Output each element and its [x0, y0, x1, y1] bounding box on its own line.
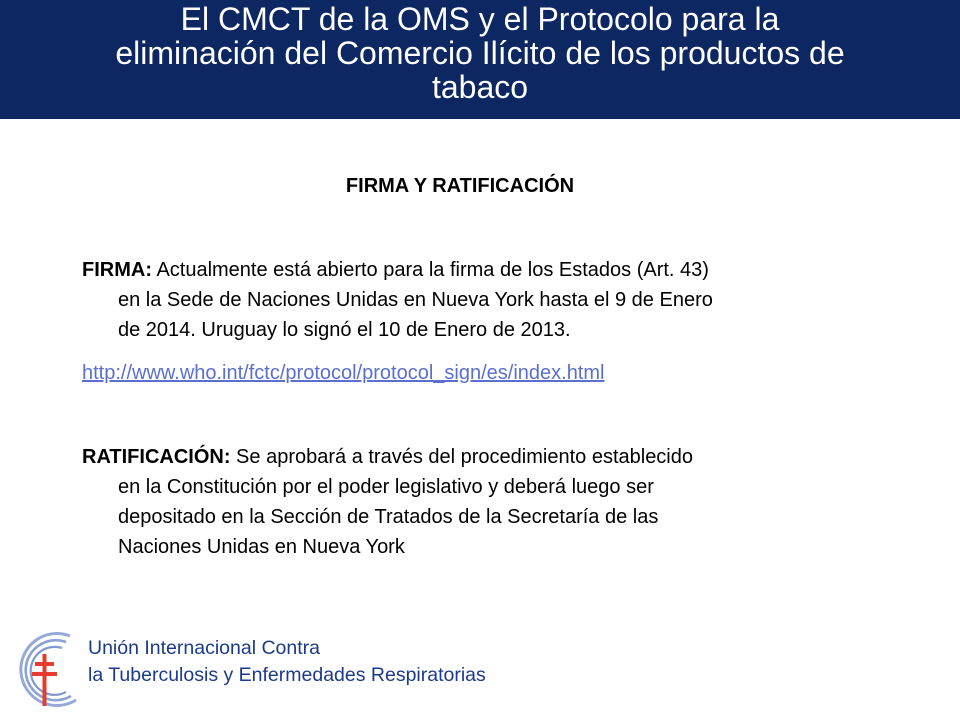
ratificacion-line-2: en la Constitución por el poder legislativo y deberá luego ser — [118, 476, 654, 498]
double-barred-cross-icon — [8, 630, 84, 712]
union-logo — [8, 630, 488, 712]
title-banner — [0, 0, 960, 119]
section-heading: FIRMA Y RATIFICACIÓN — [345, 175, 575, 197]
logo-line-2: la Tuberculosis y Enfermedades Respiratorias — [88, 664, 486, 686]
firma-line-2: en la Sede de Naciones Unidas en Nueva York hasta el 9 de Enero — [118, 289, 713, 311]
logo-line-1: Unión Internacional Contra — [88, 637, 320, 659]
ratificacion-label: RATIFICACIÓN: — [82, 446, 231, 468]
slide-title-line-3: tabaco — [431, 69, 529, 105]
who-protocol-link[interactable]: http://www.who.int/fctc/protocol/protocol_sign/es/index.html — [82, 362, 605, 384]
ratificacion-paragraph — [82, 442, 902, 562]
ratificacion-line-4: Naciones Unidas en Nueva York — [118, 536, 405, 558]
firma-line-1 — [82, 255, 902, 285]
firma-paragraph — [82, 255, 902, 345]
firma-line-3: de 2014. Uruguay lo signó el 10 de Enero de 2013. — [118, 319, 571, 341]
ratificacion-text-1: Se aprobará a través del procedimiento establecido — [230, 446, 693, 468]
firma-text-1: Actualmente está abierto para la firma de los Estados (Art. 43) — [151, 259, 709, 281]
ratificacion-line-1 — [82, 442, 902, 472]
slide-title-line-2: eliminación del Comercio Ilícito de los productos de — [115, 35, 845, 71]
slide-title-line-1: El CMCT de la OMS y el Protocolo para la — [180, 1, 780, 37]
slide-title — [40, 2, 920, 104]
logo-wordmark — [88, 635, 486, 689]
firma-label: FIRMA: — [82, 259, 152, 281]
ratificacion-line-3: depositado en la Sección de Tratados de la Secretaría de las — [118, 506, 659, 528]
